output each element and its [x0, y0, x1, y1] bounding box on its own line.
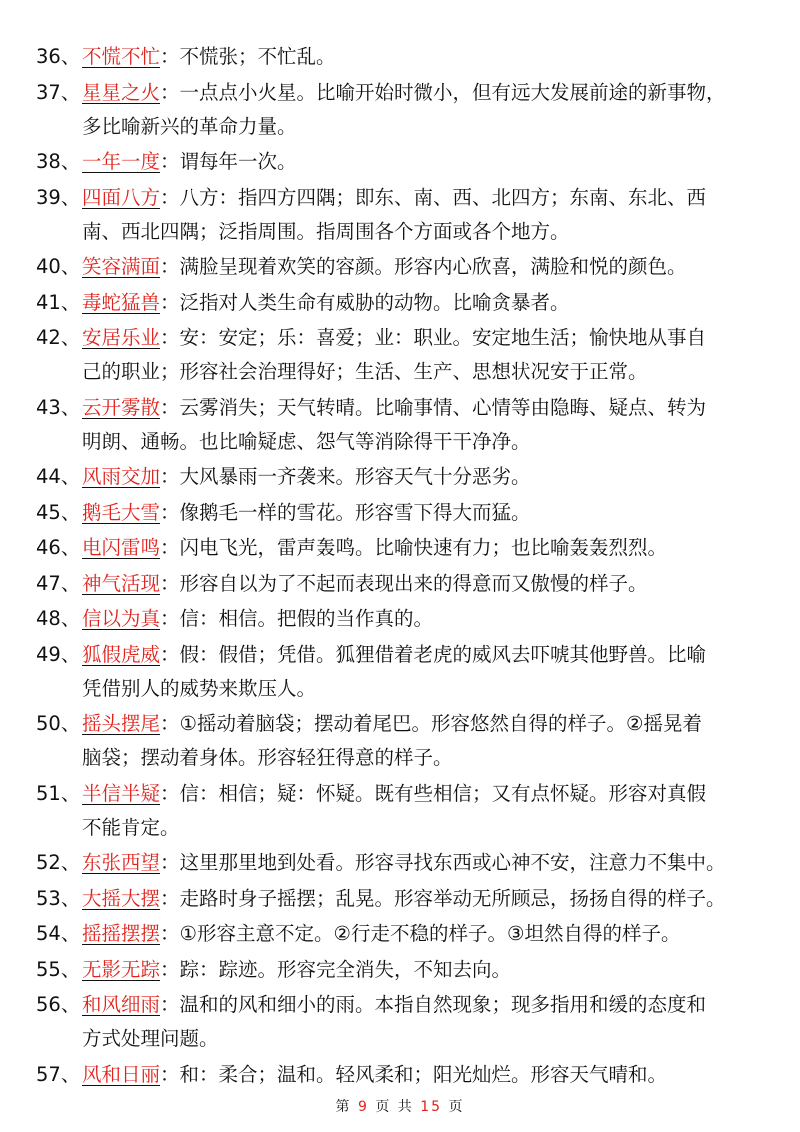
total-page-count: 15	[420, 1099, 443, 1115]
idiom-entry	[36, 286, 776, 320]
idiom-term: 信以为真	[82, 607, 161, 630]
idiom-definition: ：云雾消失；天气转晴。比喻事情、心情等由隐晦、疑点、转为	[160, 395, 707, 419]
idiom-definition: ：和：柔合；温和。轻风柔和；阳光灿烂。形容天气晴和。	[160, 1062, 668, 1086]
idiom-entry	[36, 391, 776, 459]
entry-number: 41、	[36, 290, 81, 314]
idiom-definition-continued: 凭借别人的威势来欺压人。	[82, 676, 317, 700]
idiom-entry	[36, 181, 776, 249]
idiom-definition: ：假：假借；凭借。狐狸借着老虎的威风去吓唬其他野兽。比喻	[160, 642, 707, 666]
entry-number: 54、	[36, 922, 81, 945]
entry-number: 50、	[36, 712, 81, 735]
idiom-definition: ：①摇动着脑袋；摆动着尾巴。形容悠然自得的样子。②摇晃着	[160, 712, 702, 735]
idiom-term: 笑容满面	[82, 255, 161, 278]
idiom-definition: ：八方：指四方四隅；即东、南、西、北四方；东南、东北、西	[160, 185, 707, 209]
idiom-definition-continued: 多比喻新兴的革命力量。	[82, 114, 297, 138]
page-footer	[0, 1096, 800, 1116]
idiom-entry	[36, 917, 776, 951]
idiom-term: 神气活现	[82, 571, 161, 595]
entry-number: 40、	[36, 255, 81, 278]
idiom-definition: ：不慌张；不忙乱。	[160, 45, 336, 68]
idiom-entry	[36, 40, 776, 74]
idiom-entry	[36, 638, 776, 706]
idiom-term: 和风细雨	[82, 993, 161, 1016]
idiom-term: 云开雾散	[82, 395, 161, 419]
entry-number: 37、	[36, 80, 81, 104]
idiom-definition-continued: 南、西北四隅；泛指周围。指周围各个方面或各个地方。	[82, 219, 570, 243]
idiom-definition: ：泛指对人类生命有威胁的动物。比喻贪暴者。	[160, 290, 570, 314]
idiom-term: 四面八方	[82, 185, 161, 209]
entry-number: 51、	[36, 781, 81, 805]
idiom-definition: ：满脸呈现着欢笑的容颜。形容内心欣喜，满脸和悦的颜色。	[160, 255, 687, 278]
entry-number: 44、	[36, 465, 81, 488]
idiom-term: 风雨交加	[82, 465, 161, 488]
idiom-entry	[36, 145, 776, 179]
idiom-definition: ：安：安定；乐：喜爱；业：职业。安定地生活；愉快地从事自	[160, 326, 707, 349]
entry-number: 46、	[36, 536, 81, 559]
idiom-term: 毒蛇猛兽	[82, 290, 161, 314]
idiom-definition: ：这里那里地到处看。形容寻找东西或心神不安，注意力不集中。	[160, 851, 726, 874]
idiom-definition-continued: 方式处理问题。	[82, 1027, 219, 1050]
idiom-definition: ：走路时身子摇摆；乱晃。形容举动无所顾忌，扬扬自得的样子。	[160, 886, 726, 910]
idiom-definition: ：一点点小火星。比喻开始时微小，但有远大发展前途的新事物，	[160, 80, 726, 104]
idiom-term: 风和日丽	[82, 1062, 161, 1086]
idiom-term: 电闪雷鸣	[82, 536, 161, 559]
idiom-definition-continued: 己的职业；形容社会治理得好；生活、生产、思想状况安于正常。	[82, 360, 648, 383]
entry-number: 48、	[36, 607, 81, 630]
footer-middle: 页 共	[375, 1099, 414, 1115]
idiom-definition-continued: 脑袋；摆动着身体。形容轻狂得意的样子。	[82, 746, 453, 769]
entry-number: 39、	[36, 185, 81, 209]
idiom-entry	[36, 777, 776, 845]
idiom-term: 鹅毛大雪	[82, 500, 161, 524]
idiom-term: 东张西望	[82, 851, 161, 874]
idiom-term: 大摇大摆	[82, 886, 161, 910]
footer-prefix: 第	[335, 1099, 352, 1115]
idiom-term: 一年一度	[82, 150, 161, 173]
idiom-entry	[36, 602, 776, 636]
idiom-definition: ：大风暴雨一齐袭来。形容天气十分恶劣。	[160, 465, 531, 488]
entry-number: 49、	[36, 642, 81, 666]
entry-number: 53、	[36, 886, 81, 910]
idiom-entry	[36, 250, 776, 284]
entry-number: 36、	[36, 45, 81, 68]
idiom-definition: ：像鹅毛一样的雪花。形容雪下得大而猛。	[160, 500, 531, 524]
idiom-term: 摇头摆尾	[82, 712, 161, 735]
idiom-term: 星星之火	[82, 80, 161, 104]
idiom-entry	[36, 988, 776, 1056]
idiom-entry	[36, 531, 776, 565]
current-page-number: 9	[357, 1099, 369, 1115]
idiom-entry	[36, 496, 776, 530]
entry-number: 56、	[36, 993, 81, 1016]
entry-number: 42、	[36, 326, 81, 349]
idiom-term: 摇摇摆摆	[82, 922, 161, 945]
idiom-definition-continued: 明朗、通畅。也比喻疑虑、怨气等消除得干干净净。	[82, 429, 531, 453]
idiom-entry	[36, 321, 776, 389]
idiom-entry	[36, 460, 776, 494]
idiom-term: 无影无踪	[82, 957, 161, 981]
idiom-entry	[36, 953, 776, 987]
idiom-entry	[36, 707, 776, 775]
idiom-entry	[36, 567, 776, 601]
idiom-definition: ：闪电飞光，雷声轰鸣。比喻快速有力；也比喻轰轰烈烈。	[160, 536, 668, 559]
entry-number: 55、	[36, 957, 81, 981]
idiom-definition: ：信：相信。把假的当作真的。	[160, 607, 434, 630]
entry-number: 43、	[36, 395, 81, 419]
idiom-entry	[36, 76, 776, 144]
idiom-definition: ：踪：踪迹。形容完全消失，不知去向。	[160, 957, 512, 981]
idiom-definition-continued: 不能肯定。	[82, 815, 180, 839]
idiom-entry	[36, 882, 776, 916]
entry-number: 45、	[36, 500, 81, 524]
idiom-definition: ：谓每年一次。	[160, 150, 297, 173]
idiom-definition: ：信：相信；疑：怀疑。既有些相信；又有点怀疑。形容对真假	[160, 781, 707, 805]
idiom-term: 不慌不忙	[82, 45, 161, 68]
idiom-entry	[36, 846, 776, 880]
entry-number: 52、	[36, 851, 81, 874]
entry-number: 57、	[36, 1062, 81, 1086]
entry-number: 47、	[36, 571, 81, 595]
idiom-term: 半信半疑	[82, 781, 161, 805]
footer-suffix: 页	[448, 1099, 465, 1115]
idiom-definition: ：形容自以为了不起而表现出来的得意而又傲慢的样子。	[160, 571, 648, 595]
idiom-term: 狐假虎威	[82, 642, 161, 666]
entry-number: 38、	[36, 150, 81, 173]
idiom-term: 安居乐业	[82, 326, 161, 349]
idiom-definition: ：温和的风和细小的雨。本指自然现象；现多指用和缓的态度和	[160, 993, 707, 1016]
idiom-definition: ：①形容主意不定。②行走不稳的样子。③坦然自得的样子。	[160, 922, 681, 945]
idiom-entry	[36, 1058, 776, 1092]
